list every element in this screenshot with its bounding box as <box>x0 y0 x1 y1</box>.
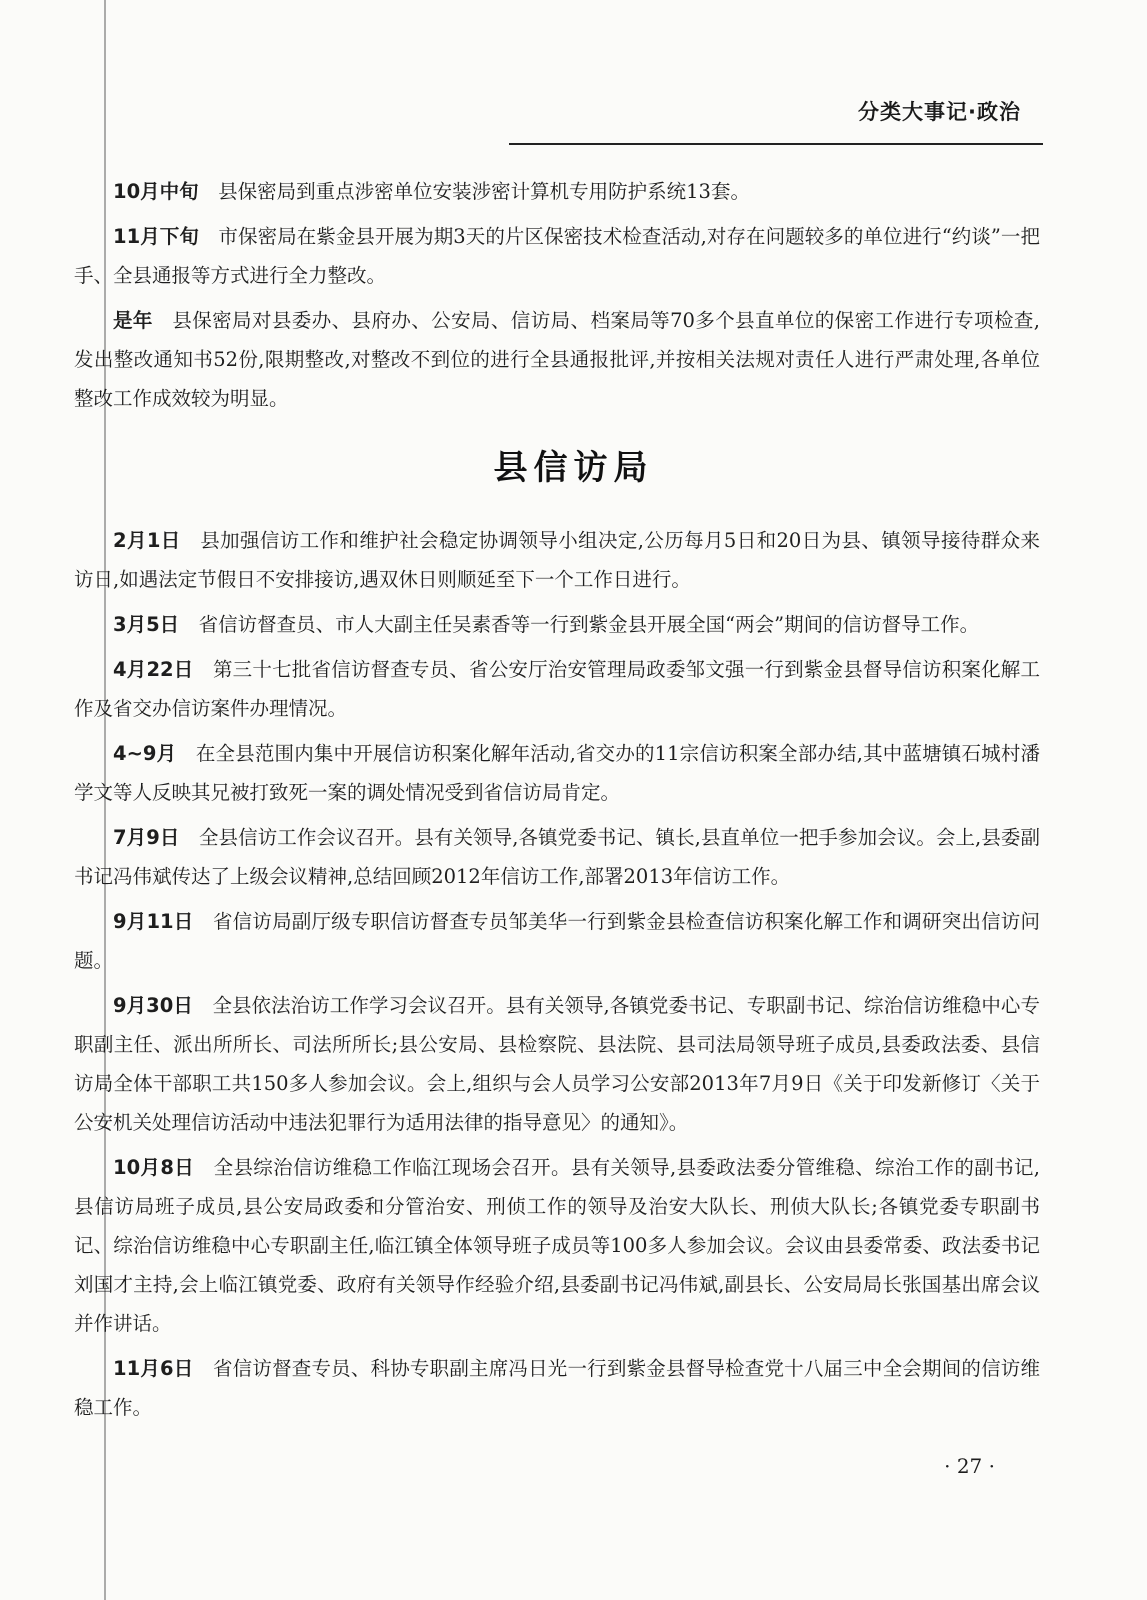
entry-date: 11月6日 <box>113 1357 194 1380</box>
entry-date: 9月30日 <box>113 994 193 1017</box>
entry-date: 10月8日 <box>113 1156 195 1179</box>
entry-date: 11月下旬 <box>113 225 199 248</box>
chronicle-entry <box>74 1349 1040 1427</box>
chronicle-entry <box>74 818 1040 896</box>
entry-text: 在全县范围内集中开展信访积案化解年活动,省交办的11宗信访积案全部办结,其中蓝塘镇石城村潘学文等人反映其兄被打致死一案的调处情况受到省信访局肯定。 <box>74 742 1040 804</box>
entry-date: 9月11日 <box>113 910 194 933</box>
chronicle-entry <box>74 521 1040 599</box>
entry-date: 2月1日 <box>113 529 181 552</box>
secrecy-entries <box>74 172 1040 424</box>
entry-date: 是年 <box>113 309 153 332</box>
entry-date: 7月9日 <box>113 826 180 849</box>
entry-date: 4月22日 <box>113 658 194 681</box>
entry-text: 省信访局副厅级专职信访督查专员邹美华一行到紫金县检查信访积案化解工作和调研突出信访问题。 <box>74 910 1040 972</box>
chronicle-entry <box>74 1148 1040 1343</box>
chronicle-entry <box>74 301 1040 418</box>
chronicle-entry <box>74 986 1040 1142</box>
entry-text: 省信访督查专员、科协专职副主席冯日光一行到紫金县督导检查党十八届三中全会期间的信访维稳工作。 <box>74 1357 1040 1419</box>
entry-date: 4~9月 <box>113 742 177 765</box>
section-title: 县信访局 <box>493 448 654 488</box>
entry-text: 省信访督查员、市人大副主任吴素香等一行到紫金县开展全国“两会”期间的信访督导工作。 <box>198 613 980 636</box>
entry-text: 全县依法治访工作学习会议召开。县有关领导,各镇党委书记、专职副书记、综治信访维稳中心专职副主任、派出所所长、司法所所长;县公安局、县检察院、县法院、县司法局领导班子成员,县委政法委、县信访局全体干部职工共150多人参加会议。会上,组织与会人员学习公安部2013年7月9日《关于印发新修订〈关于公安机关处理信访活动中违法犯罪行为适用法律的指导意见〉的通知》。 <box>74 994 1040 1134</box>
petition-entries <box>74 521 1040 1433</box>
page-number: · 27 · <box>944 1454 995 1478</box>
entry-text: 县保密局到重点涉密单位安装涉密计算机专用防护系统13套。 <box>218 180 750 203</box>
entry-date: 10月中旬 <box>113 180 199 203</box>
running-header: 分类大事记·政治 <box>858 100 1021 124</box>
chronicle-entry <box>74 172 1040 211</box>
chronicle-entry <box>74 902 1040 980</box>
entry-text: 县保密局对县委办、县府办、公安局、信访局、档案局等70多个县直单位的保密工作进行专项检查,发出整改通知书52份,限期整改,对整改不到位的进行全县通报批评,并按相关法规对责任人进行严肃处理,各单位整改工作成效较为明显。 <box>74 309 1040 410</box>
entry-text: 全县综治信访维稳工作临江现场会召开。县有关领导,县委政法委分管维稳、综治工作的副书记,县信访局班子成员,县公安局政委和分管治安、刑侦工作的领导及治安大队长、刑侦大队长;各镇党委专职副书记、综治信访维稳中心专职副主任,临江镇全体领导班子成员等100多人参加会议。会议由县委常委、政法委书记刘国才主持,会上临江镇党委、政府有关领导作经验介绍,县委副书记冯伟斌,副县长、公安局局长张国基出席会议并作讲话。 <box>74 1156 1040 1335</box>
header-rule <box>509 143 1043 145</box>
chronicle-entry <box>74 605 1040 644</box>
entry-text: 全县信访工作会议召开。县有关领导,各镇党委书记、镇长,县直单位一把手参加会议。会上,县委副书记冯伟斌传达了上级会议精神,总结回顾2012年信访工作,部署2013年信访工作。 <box>74 826 1040 888</box>
chronicle-entry <box>74 650 1040 728</box>
chronicle-entry <box>74 217 1040 295</box>
entry-text: 县加强信访工作和维护社会稳定协调领导小组决定,公历每月5日和20日为县、镇领导接待群众来访日,如遇法定节假日不安排接访,遇双休日则顺延至下一个工作日进行。 <box>74 529 1040 591</box>
entry-text: 第三十七批省信访督查专员、省公安厅治安管理局政委邹文强一行到紫金县督导信访积案化解工作及省交办信访案件办理情况。 <box>74 658 1040 720</box>
entry-text: 市保密局在紫金县开展为期3天的片区保密技术检查活动,对存在问题较多的单位进行“约谈”一把手、全县通报等方式进行全力整改。 <box>74 225 1040 287</box>
entry-date: 3月5日 <box>113 613 180 636</box>
chronicle-entry <box>74 734 1040 812</box>
